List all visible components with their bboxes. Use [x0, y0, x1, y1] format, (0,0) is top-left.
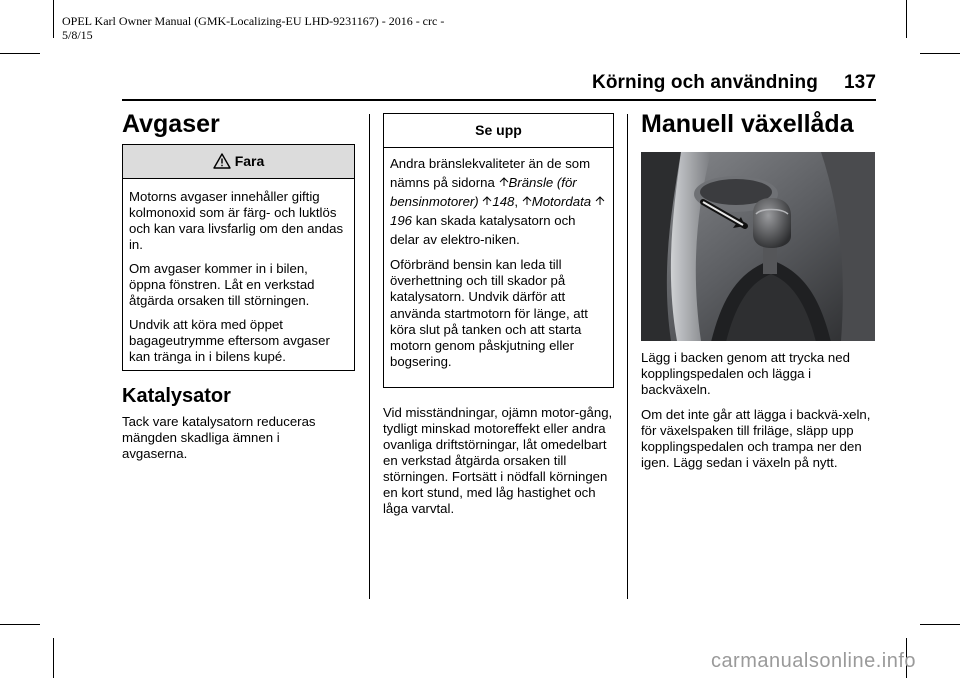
crop-mark	[920, 53, 960, 54]
danger-box	[122, 144, 355, 371]
reference-arrow-icon	[595, 192, 605, 211]
gear-shift-illustration	[641, 152, 875, 341]
reference-arrow-icon	[499, 173, 509, 192]
column-divider	[627, 114, 628, 599]
warning-triangle-icon	[213, 148, 231, 181]
caution-text: kan skada katalysatorn och delar av elektro-niken.	[390, 213, 576, 247]
caution-text: Andra bränslekvaliteter än de som nämns på sidorna	[390, 156, 591, 190]
crop-mark	[0, 53, 40, 54]
running-head-section: Körning och användning	[592, 72, 818, 93]
caution-box-header	[384, 114, 613, 148]
document-meta	[62, 14, 444, 42]
caution-paragraph: Andra bränslekvaliteter än de som nämns på sidorna Bränsle (för bensinmotorer) 148, Motordata 196 kan skada katalysatorn och delar av elektro-niken.	[390, 154, 607, 249]
danger-box-body	[123, 179, 354, 379]
reference-page[interactable]: 196	[390, 213, 413, 228]
watermark: carmanualsonline.info	[710, 650, 916, 672]
caution-box	[383, 113, 614, 388]
caution-box-body	[384, 148, 613, 384]
document-meta-line2: 5/8/15	[62, 28, 93, 42]
crop-mark	[53, 0, 54, 38]
crop-mark	[906, 0, 907, 38]
reference-title[interactable]: Motordata	[531, 194, 592, 209]
section-heading-avgaser: Avgaser	[122, 110, 220, 138]
misfire-text: Vid misständningar, ojämn motor-gång, tydligt minskad motoreffekt eller andra ovanliga driftstörningar, låt omedelbart en verkstad åtgärda orsaken till störningen. Fortsätt i nödfall körningen en kort stund, med låg hastighet och låga varvtal.	[383, 405, 613, 516]
danger-paragraph: Om avgaser kommer in i bilen, öppna fönstren. Låt en verkstad åtgärda orsaken till störningen.	[129, 261, 315, 308]
manuell-text	[641, 350, 877, 480]
reference-page[interactable]: 148	[492, 194, 515, 209]
manuell-paragraph: Om det inte går att lägga i backvä-xeln, för växelspaken till friläge, släpp upp kopplingspedalen och trampa ner den igen. Lägg sedan i växeln på nytt.	[641, 407, 871, 470]
katalysator-text: Tack vare katalysatorn reduceras mängden skadliga ämnen i avgaserna.	[122, 414, 316, 461]
document-meta-line1: OPEL Karl Owner Manual (GMK-Localizing-EU LHD-9231167) - 2016 - crc -	[62, 14, 445, 28]
caution-box-title: Se upp	[475, 122, 522, 138]
header-rule	[122, 99, 876, 101]
reference-arrow-icon	[522, 192, 532, 211]
crop-mark	[0, 624, 40, 625]
danger-paragraph: Motorns avgaser innehåller giftig kolmonoxid som är färg- och luktlös och kan vara livsfarlig om den andas in.	[129, 189, 344, 252]
page-number: 137	[843, 72, 876, 93]
section-heading-manuell: Manuell växellåda	[641, 110, 854, 138]
danger-box-title: Fara	[234, 153, 265, 169]
manuell-paragraph: Lägg i backen genom att trycka ned kopplingspedalen och lägga i backväxeln.	[641, 350, 850, 397]
subheading-katalysator: Katalysator	[122, 385, 231, 407]
reference-title[interactable]: Bränsle (för bensinmotorer)	[390, 175, 577, 209]
reference-arrow-icon	[482, 192, 492, 211]
gear-shift-photo	[641, 152, 875, 341]
danger-paragraph: Undvik att köra med öppet bagageutrymme eftersom avgaser kan tränga in i bilens kupé.	[129, 317, 330, 364]
crop-mark	[920, 624, 960, 625]
caution-paragraph: Oförbränd bensin kan leda till överhettning och till skador på katalysatorn. Undvik därför att använda startmotorn för länge, att köra slut på tanken och att starta motorn genom påskjutning eller bogsering.	[390, 257, 588, 370]
running-head	[560, 72, 876, 94]
column-divider	[369, 114, 370, 599]
danger-box-header	[123, 145, 354, 179]
